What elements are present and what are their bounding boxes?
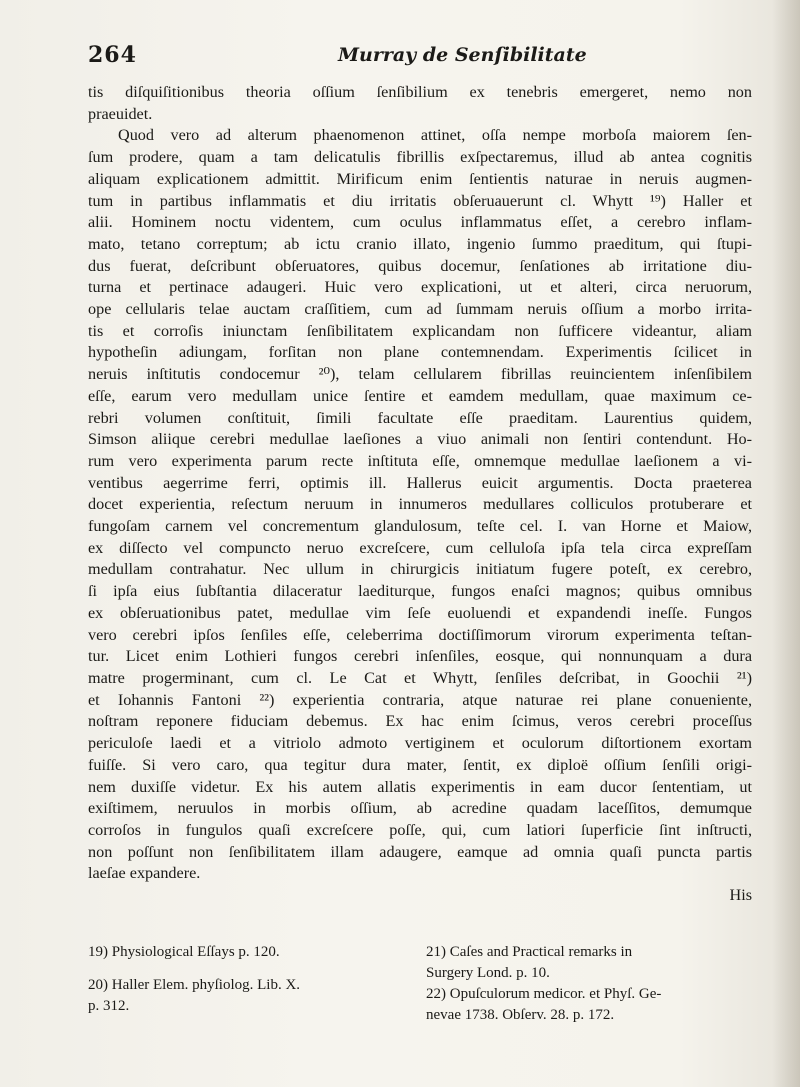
footnotes-left-column: [88, 942, 408, 1017]
catchword: His: [729, 886, 752, 905]
body-line: noſtram reponere fiduciam debemus. Ex hac enim ſcimus, veros cerebri proceſſus: [88, 712, 752, 731]
body-line: neruis inſtitutis condocemur ²⁰), telam cellularem fibrillas reuincientem inſenſibilem: [88, 365, 752, 384]
body-line: dus fuerat, deſcribunt obſeruatores, quibus docemur, ſenſationes ab irritatione diu-: [88, 256, 752, 275]
body-line: periculoſe laedi et a vitriolo admoto vertiginem et oculorum diſtortionem exortam: [88, 734, 752, 753]
page-number: 264: [88, 42, 137, 68]
body-line: rum vero experimenta parum recte inſtituta eſſe, omnemque medullae laeſionem a vi-: [88, 451, 752, 470]
body-line: ſum prodere, quam a tam delicatulis fibrillis exſpectaremus, illud ab antea cognitis: [88, 148, 752, 167]
body-line: laeſae expandere.: [88, 864, 201, 883]
body-line: et Iohannis Fantoni ²²) experientia contraria, atque naturae rei plane conueniente,: [88, 690, 752, 709]
body-line: ex obſeruationibus patet, medullae vim ſeſe euoluendi et expandendi ineſſe. Fungos: [88, 603, 752, 622]
body-line: medullam contrahatur. Nec ullum in chirurgicis initiatum fugere poteſt, ex cerebro,: [88, 560, 752, 579]
body-line: ope cellularis telae auctam craſſitiem, cum ad ſummam neruis oſſium a morbo irrita-: [88, 300, 752, 319]
footnote-22-continued: nevae 1738. Obſerv. 28. p. 172.: [426, 1007, 615, 1023]
body-line: mato, tetano correptum; ab ictu cranio illato, ingenio ſummo praeditum, qui ſtupi-: [88, 234, 752, 253]
body-line: praeuidet.: [88, 104, 153, 123]
body-line: exiſtimem, neruulos in morbis oſſium, ab acredine quadam laceſſitos, demumque: [88, 799, 752, 818]
footnote-spacer: [88, 963, 408, 975]
body-line: nem duxiſſe videtur. Ex his autem allatis experimentis in eam ducor ſententiam, ut: [88, 777, 752, 796]
body-line: non poſſunt non ſenſibilitatem illam adaugere, eamque ad omnia quaſi puncta partis: [88, 842, 752, 861]
body-line: rebri volumen conſtituit, ſimili facultate eſſe praeditam. Laurentius quidem,: [88, 408, 752, 427]
body-line: ex diſſecto vel compuncto neruo excreſcere, cum celluloſa ipſa tela circa expreſſam: [88, 538, 752, 557]
page-edge-shadow: [772, 0, 800, 1087]
body-line: matre progerminant, cum cl. Le Cat et Whytt, ſenſiles deſcribat, in Goochii ²¹): [88, 668, 752, 687]
body-line: vero cerebri ipſos ſenſiles eſſe, celeberrima doctiſſimorum virorum experimenta teſtan-: [88, 625, 752, 644]
body-line: eſſe, earum vero medullam unice ſentire et eamdem medullam, quae maximum ce-: [88, 386, 752, 405]
footnote-21-continued: Surgery Lond. p. 10.: [426, 965, 550, 981]
footnote-22: 22) Opuſculorum medicor. et Phyſ. Ge-: [426, 986, 662, 1002]
footnote-19: 19) Physiological Eſſays p. 120.: [88, 944, 280, 960]
body-line: tum in partibus inflammatis et diu irritatis obſeruauerunt cl. Whytt ¹⁹) Haller et: [88, 191, 752, 210]
body-line: tur. Licet enim Lothieri fungos cerebri inſenſiles, eosque, qui nonnunquam a dura: [88, 647, 752, 666]
body-line: alii. Hominem noctu videntem, cum oculus inflammatus eſſet, a cerebro inflam-: [88, 213, 752, 232]
body-line: turna et pertinace adaugeri. Huic vero explicationi, ut et alteri, circa neruorum,: [88, 278, 752, 297]
body-line: hypotheſin adiungam, forſitan non plane contemnendam. Experimentis ſcilicet in: [88, 343, 752, 362]
body-line: docet experientia, reſectum neruum in innumeros medullares colliculos protuberare et: [88, 495, 752, 514]
body-line: tis diſquiſitionibus theoria oſſium ſenſibilium ex tenebris emergeret, nemo non: [88, 83, 752, 101]
body-line: tis et corroſis iniunctam ſenſibilitatem explicandam non ſufficere videantur, aliam: [88, 321, 752, 340]
body-line: fuiſſe. Si vero caro, qua tegitur dura mater, ſentit, ex diploë oſſium ſenſili origi-: [88, 755, 752, 774]
body-line: ſi ipſa eius ſubſtantia dilaceratur laediturque, fungos enaſci magnos; quibus omnibus: [88, 582, 752, 601]
running-title: Murray de Senſibilitate: [338, 44, 587, 66]
footnotes-right-column: [426, 942, 746, 1026]
page-header: [88, 42, 748, 72]
footnote-20: 20) Haller Elem. phyſiolog. Lib. X.: [88, 977, 301, 993]
body-text: [88, 82, 752, 907]
body-line: fungoſam carnem vel concrementum glandulosum, teſte cel. I. van Horne et Maiow,: [88, 517, 752, 536]
body-line: Simson aliique cerebri medullae laeſiones a viuo animali non ſentiri contendunt. Ho-: [88, 430, 752, 449]
footnote-21: 21) Caſes and Practical remarks in: [426, 944, 633, 960]
footnote-20-continued: p. 312.: [88, 998, 130, 1014]
body-line: ventibus aegerrime ferri, optimis ill. Hallerus euicit argumentis. Docta praeterea: [88, 473, 752, 492]
body-line: aliquam explicationem admittit. Mirificum enim ſentientis naturae in neruis augmen-: [88, 169, 752, 188]
body-line: Quod vero ad alterum phaenomenon attinet, oſſa nempe morboſa maiorem ſen-: [118, 126, 752, 145]
body-line: corroſos in fungulos quaſi excreſcere poſſe, qui, cum latiori ſuperficie ſint inſtructi,: [88, 820, 752, 839]
